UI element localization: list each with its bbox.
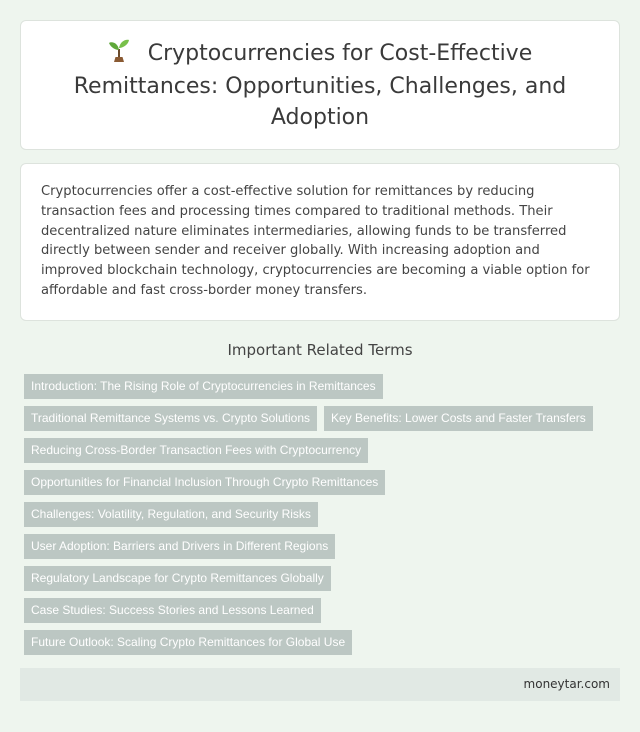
term-tag[interactable]: Future Outlook: Scaling Crypto Remittances for Global Use — [24, 630, 352, 655]
tag-row — [24, 598, 620, 630]
term-tag[interactable]: Introduction: The Rising Role of Cryptocurrencies in Remittances — [24, 374, 383, 399]
related-terms-heading: Important Related Terms — [227, 341, 413, 359]
term-tag[interactable]: Key Benefits: Lower Costs and Faster Transfers — [324, 406, 593, 431]
page-title-text: Cryptocurrencies for Cost-Effective Remittances: Opportunities, Challenges, and Adoption — [73, 40, 567, 130]
term-tag[interactable]: Reducing Cross-Border Transaction Fees with Cryptocurrency — [24, 438, 368, 463]
tag-row — [24, 630, 620, 662]
term-tag[interactable]: Challenges: Volatility, Regulation, and Security Risks — [24, 502, 318, 527]
sprout-icon — [108, 38, 130, 71]
summary-text: Cryptocurrencies offer a cost-effective solution for remittances by reducing transaction fees and processing times compared to traditional methods. Their decentralized nature eliminates intermediaries, allowing funds to be transferred directly between sender and receiver globally. With increasing adoption and improved blockchain technology, cryptocurrencies are becoming a viable option for affordable and fast cross-border money transfers. — [41, 184, 590, 298]
summary-card — [20, 163, 620, 321]
term-tag[interactable]: Opportunities for Financial Inclusion Through Crypto Remittances — [24, 470, 385, 495]
term-tag[interactable]: Regulatory Landscape for Crypto Remittances Globally — [24, 566, 331, 591]
page-title — [40, 38, 600, 133]
tag-row — [24, 406, 620, 438]
term-tag[interactable]: Traditional Remittance Systems vs. Crypto Solutions — [24, 406, 317, 431]
tag-row — [24, 438, 620, 470]
footer — [20, 668, 620, 701]
tag-row — [24, 470, 620, 502]
term-tag[interactable]: Case Studies: Success Stories and Lessons Learned — [24, 598, 321, 623]
footer-site-link[interactable]: moneytar.com — [523, 677, 610, 691]
tag-row — [24, 502, 620, 534]
related-terms-list — [24, 374, 620, 662]
tag-row — [24, 534, 620, 566]
term-tag[interactable]: User Adoption: Barriers and Drivers in Different Regions — [24, 534, 335, 559]
tag-row — [24, 566, 620, 598]
tag-row — [24, 374, 620, 406]
title-card — [20, 20, 620, 150]
